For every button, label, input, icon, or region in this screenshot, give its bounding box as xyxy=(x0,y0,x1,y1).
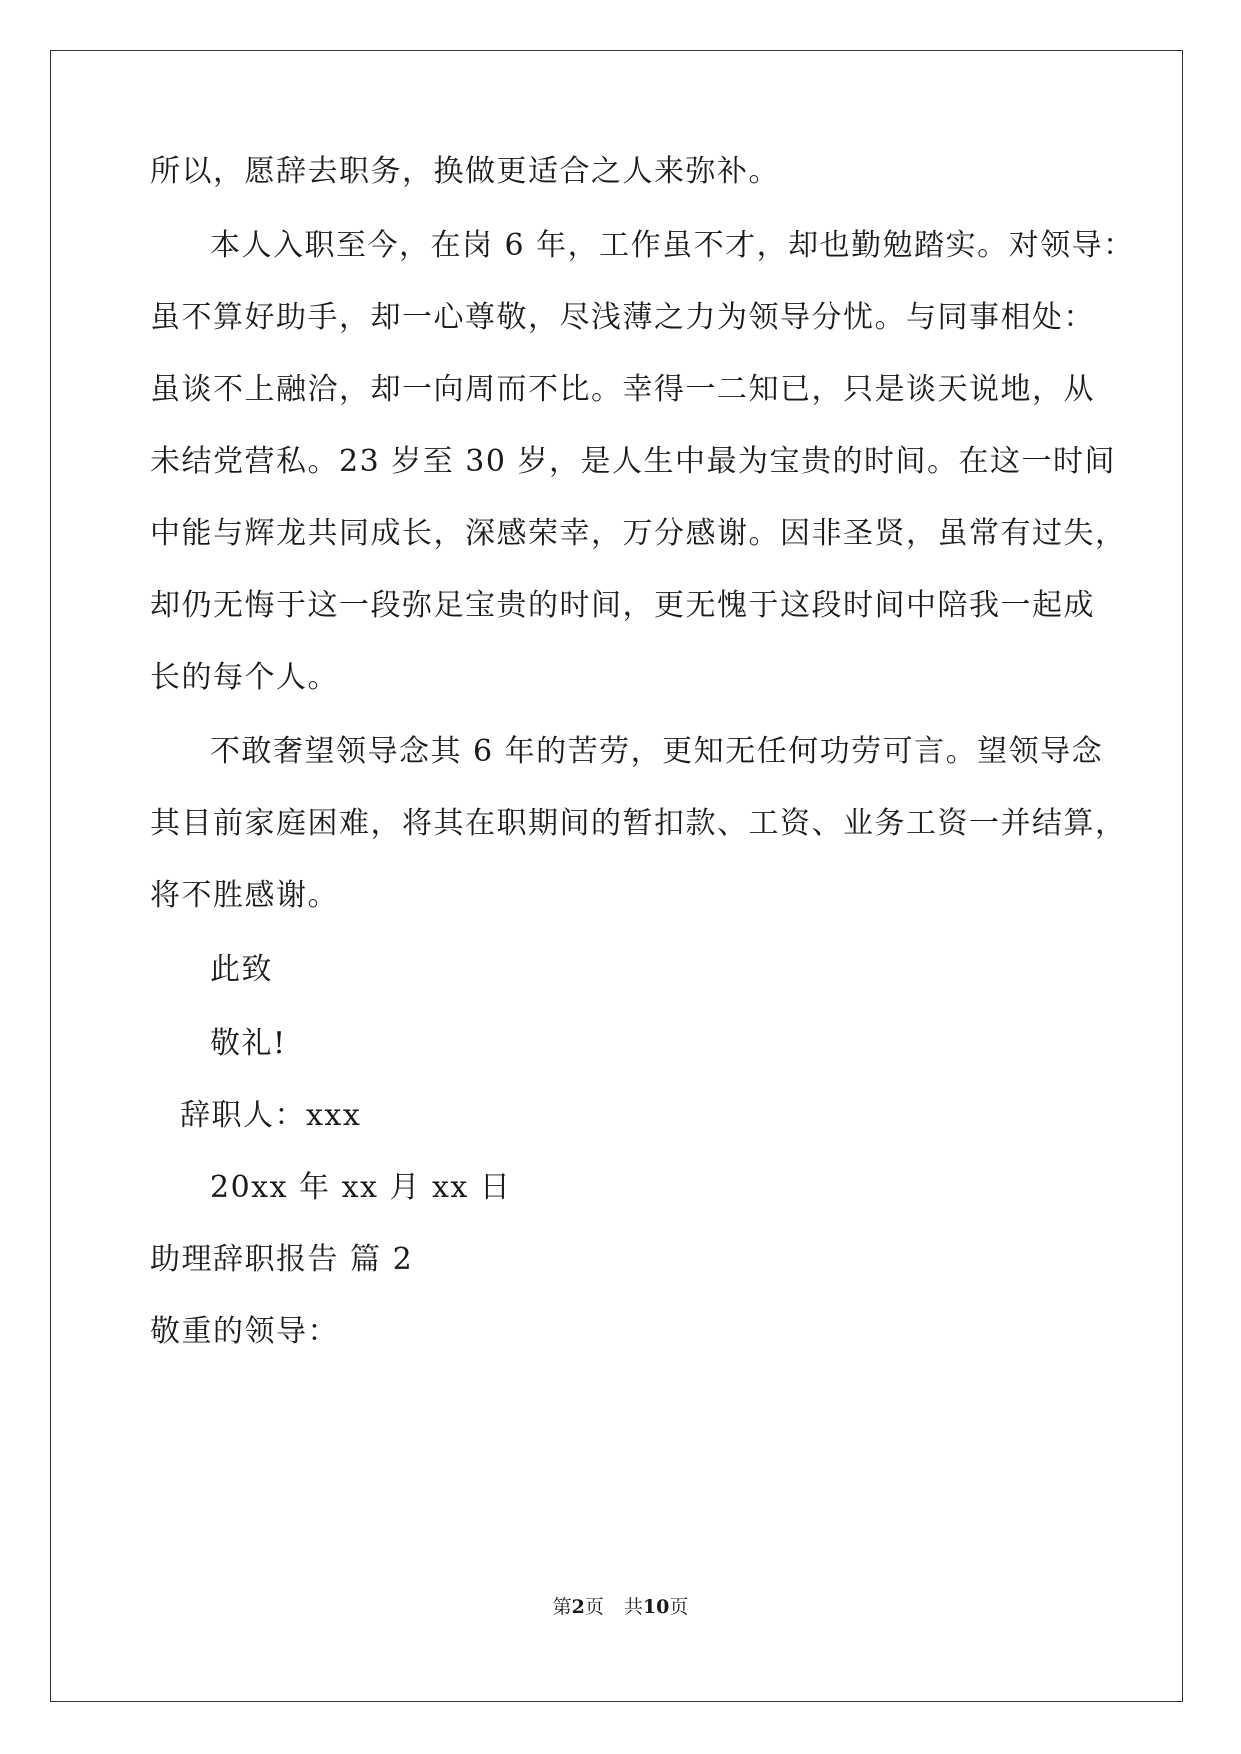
closing-respect: 敬礼! xyxy=(210,1026,287,1061)
footer-total-prefix: 共 xyxy=(623,1596,643,1618)
page-footer xyxy=(0,1595,1241,1619)
footer-total-pages: 10 xyxy=(642,1596,670,1618)
paragraph-line: 虽谈不上融洽，却一向周而不比。幸得一二知已，只是谈天说地，从 xyxy=(150,372,1095,407)
greeting: 敬重的领导： xyxy=(150,1314,339,1349)
paragraph-line: 中能与辉龙共同成长，深感荣幸，万分感谢。因非圣贤，虽常有过失， xyxy=(150,516,1127,551)
footer-prefix: 第 xyxy=(552,1596,572,1618)
paragraph-line: 不敢奢望领导念其 6 年的苦劳，更知无任何功劳可言。望领导念 xyxy=(210,734,1104,769)
footer-page-number: 2 xyxy=(571,1596,585,1618)
section-title: 助理辞职报告 篇 2 xyxy=(150,1242,414,1277)
footer-page-suffix: 页 xyxy=(584,1596,604,1618)
paragraph-line: 未结党营私。23 岁至 30 岁，是人生中最为宝贵的时间。在这一时间 xyxy=(150,444,1116,479)
paragraph-line: 所以，愿辞去职务，换做更适合之人来弥补。 xyxy=(150,154,780,189)
signer: 辞职人：xxx xyxy=(180,1098,362,1133)
paragraph-line: 本人入职至今，在岗 6 年，工作虽不才，却也勤勉踏实。对领导： xyxy=(210,228,1135,263)
closing-salute: 此致 xyxy=(210,952,273,987)
footer-total-suffix: 页 xyxy=(669,1596,689,1618)
paragraph-line: 将不胜感谢。 xyxy=(150,878,339,913)
paragraph-line: 虽不算好助手，却一心尊敬，尽浅薄之力为领导分忧。与同事相处： xyxy=(150,300,1095,335)
paragraph-line: 长的每个人。 xyxy=(150,660,339,695)
date: 20xx 年 xx 月 xx 日 xyxy=(210,1170,512,1205)
paragraph-line: 其目前家庭困难，将其在职期间的暂扣款、工资、业务工资一并结算， xyxy=(150,806,1127,841)
paragraph-line: 却仍无悔于这一段弥足宝贵的时间，更无愧于这段时间中陪我一起成 xyxy=(150,588,1095,623)
